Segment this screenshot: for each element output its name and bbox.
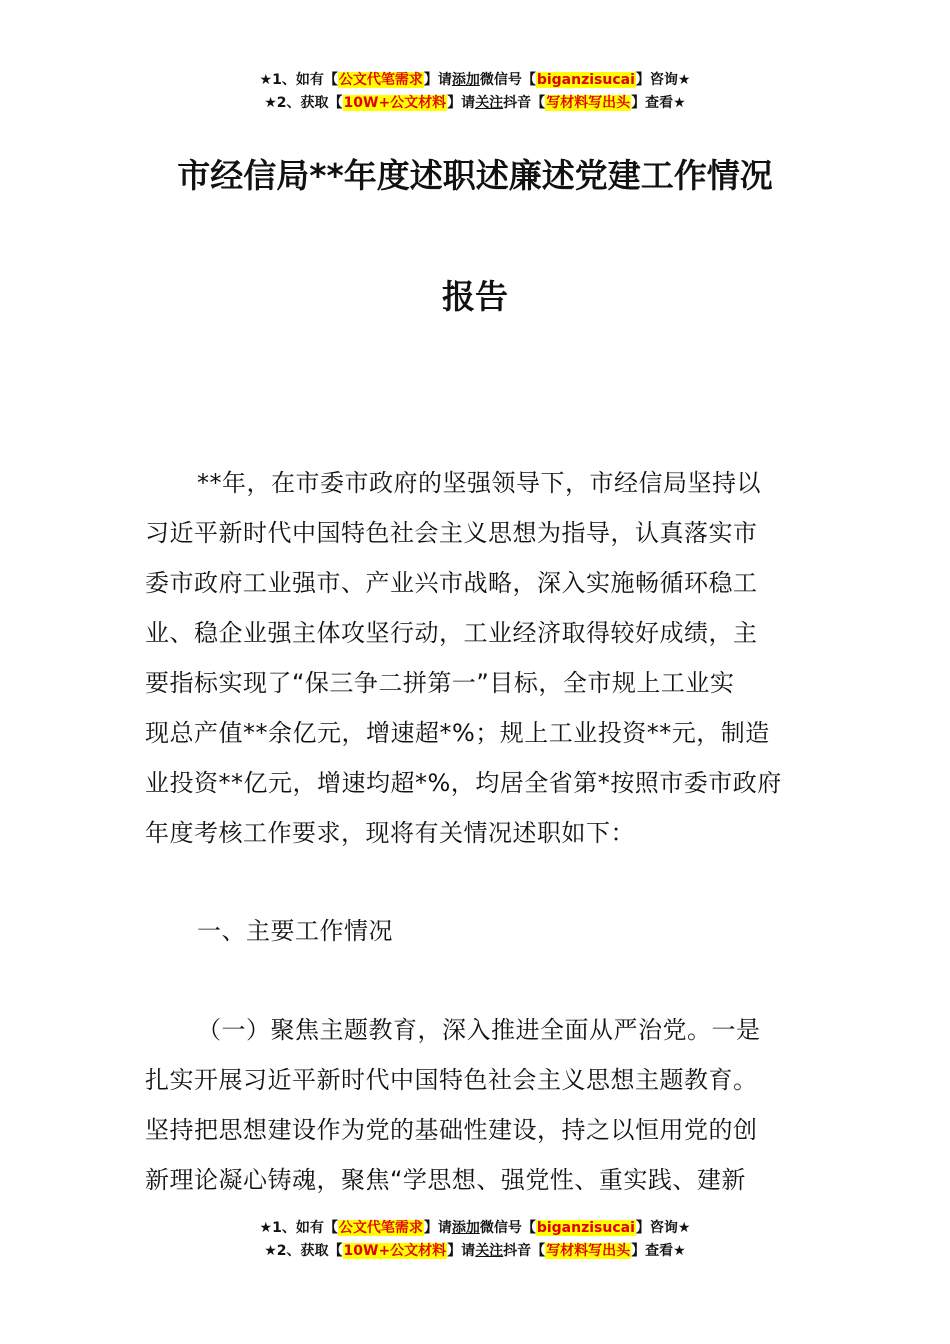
banner-text: 】请	[423, 72, 452, 88]
underlined-text: 添加	[451, 72, 480, 88]
paragraph-line: 业、稳企业强主体攻坚行动，工业经济取得较好成绩，主	[145, 619, 758, 647]
highlight-text: 公文代笔需求	[338, 1220, 423, 1236]
highlight-text: 10W+公文材料	[343, 95, 447, 111]
banner-line-2	[0, 1240, 950, 1263]
highlight-text: 10W+公文材料	[343, 1243, 447, 1259]
paragraph-line: 委市政府工业强市、产业兴市战略，深入实施畅循环稳工	[145, 569, 758, 597]
paragraph-line: 坚持把思想建设作为党的基础性建设，持之以恒用党的创	[145, 1116, 758, 1144]
section-paragraph	[145, 1005, 810, 1205]
banner-text: ★2、获取【	[264, 95, 343, 111]
highlight-text: 写材料写出头	[546, 1243, 631, 1259]
banner-text: ★1、如有【	[259, 1220, 338, 1236]
banner-text: 】请	[423, 1220, 452, 1236]
document-title-continued: 报告	[442, 277, 508, 316]
paragraph-line: 要指标实现了“保三争二拼第一”目标，全市规上工业实	[145, 669, 735, 697]
banner-text: 】请	[447, 95, 476, 111]
paragraph-line: 现总产值**余亿元，增速超*%；规上工业投资**元，制造	[145, 719, 770, 747]
banner-text: ★1、如有【	[259, 72, 338, 88]
highlight-text: biganzisucai	[536, 72, 635, 88]
banner-line-1	[0, 1217, 950, 1240]
banner-text: 】查看★	[631, 95, 686, 111]
highlight-text: 写材料写出头	[546, 95, 631, 111]
underlined-text: 关注	[475, 1243, 504, 1259]
header-banner	[0, 69, 950, 115]
banner-text: 】查看★	[631, 1243, 686, 1259]
banner-text: 】请	[447, 1243, 476, 1259]
paragraph-line: 扎实开展习近平新时代中国特色社会主义思想主题教育。	[145, 1066, 758, 1094]
underlined-text: 关注	[475, 95, 504, 111]
paragraph-line: 业投资**亿元，增速均超*%，均居全省第*按照市委市政府	[145, 769, 782, 797]
banner-text: 】咨询★	[635, 72, 691, 88]
document-title: 市经信局**年度述职述廉述党建工作情况	[177, 156, 773, 195]
highlight-text: biganzisucai	[536, 1220, 635, 1236]
banner-text: 微信号【	[479, 72, 536, 88]
paragraph-line: **年，在市委市政府的坚强领导下，市经信局坚持以	[197, 469, 761, 497]
banner-line-2	[0, 92, 950, 115]
paragraph-line: 年度考核工作要求，现将有关情况述职如下：	[145, 819, 635, 847]
footer-banner	[0, 1217, 950, 1263]
intro-paragraph	[145, 458, 810, 858]
paragraph-line: 新理论凝心铸魂，聚焦“学思想、强党性、重实践、建新	[145, 1166, 746, 1194]
banner-text: 抖音【	[503, 1243, 546, 1259]
banner-text: 微信号【	[479, 1220, 536, 1236]
section-heading-text: 一、主要工作情况	[197, 917, 393, 945]
banner-text: 】咨询★	[635, 1220, 691, 1236]
highlight-text: 公文代笔需求	[338, 72, 423, 88]
underlined-text: 添加	[451, 1220, 480, 1236]
banner-text: ★2、获取【	[264, 1243, 343, 1259]
banner-text: 抖音【	[503, 95, 546, 111]
section-heading	[145, 906, 810, 956]
banner-line-1	[0, 69, 950, 92]
paragraph-line: 习近平新时代中国特色社会主义思想为指导，认真落实市	[145, 519, 758, 547]
paragraph-line: （一）聚焦主题教育，深入推进全面从严治党。一是	[197, 1016, 761, 1044]
